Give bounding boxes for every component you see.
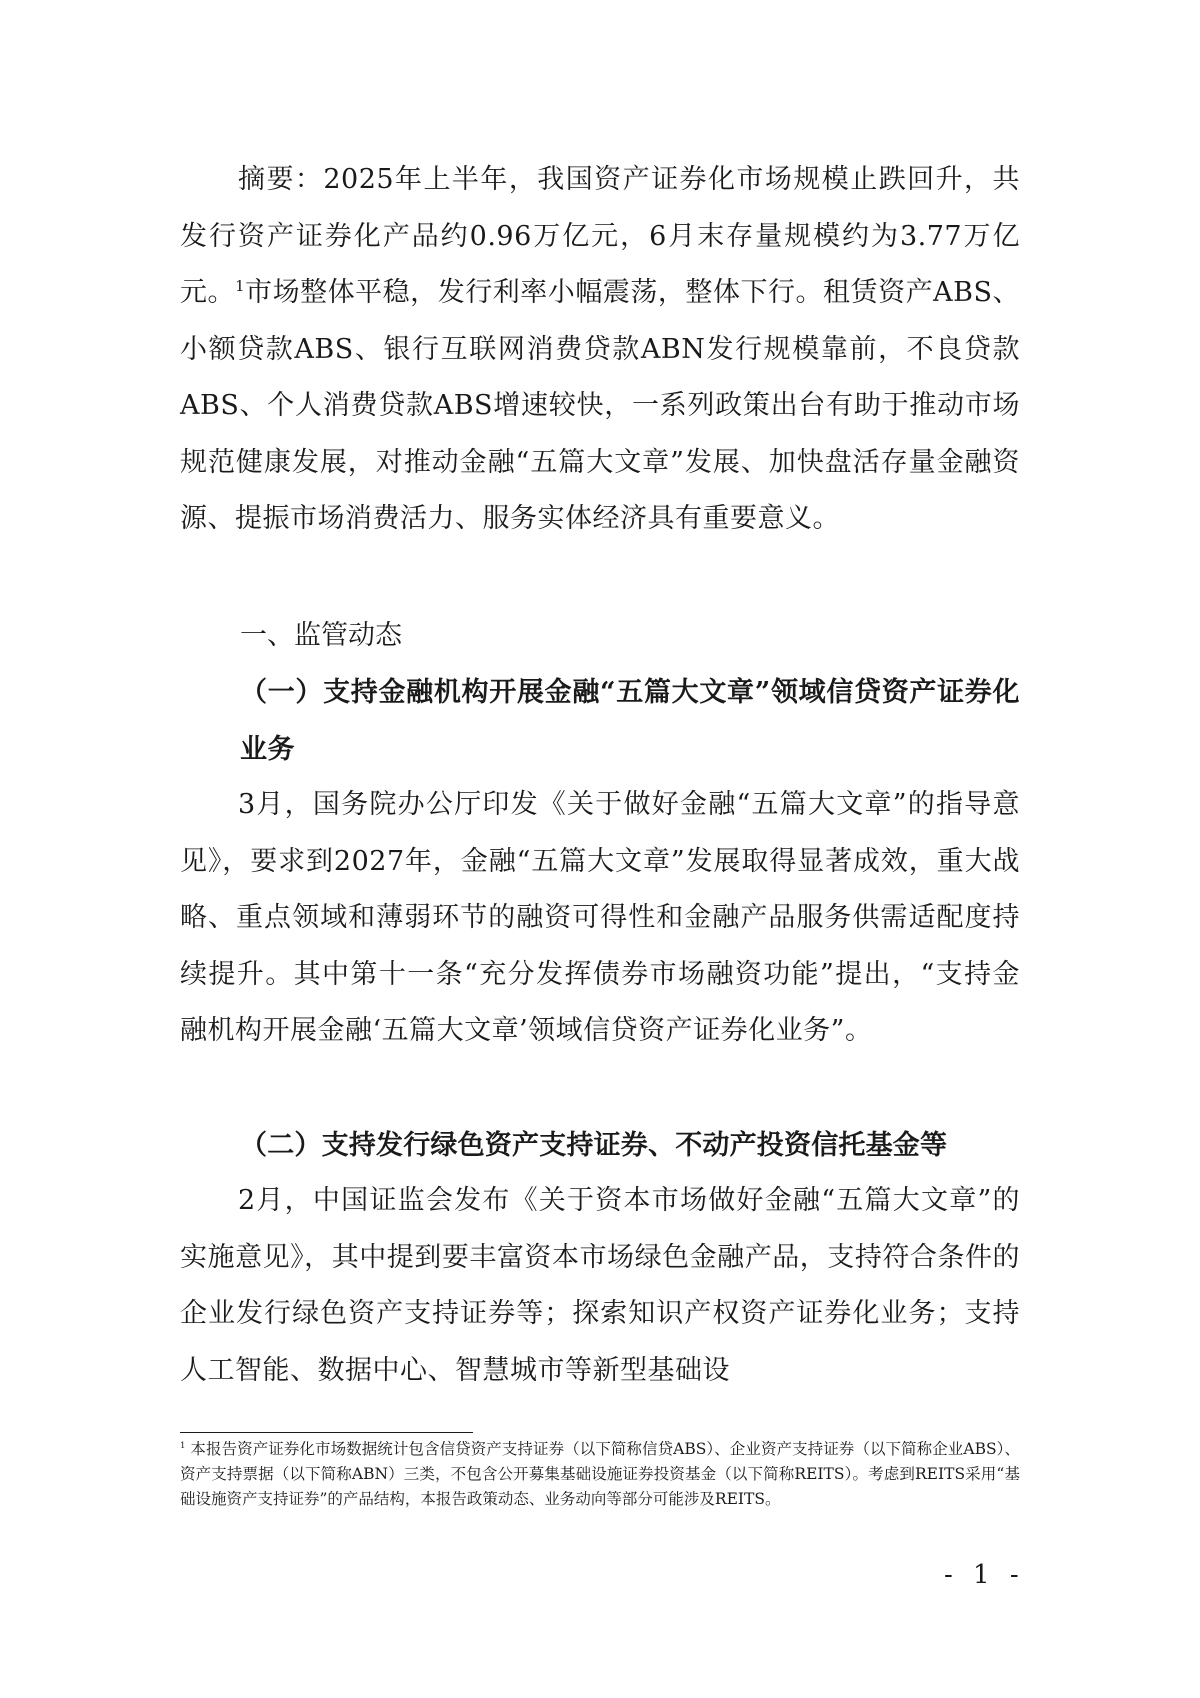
subsection-heading-two: （二）支持发行绿色资产支持证券、不动产投资信托基金等 [240,1130,948,1161]
abstract-text [180,152,1020,548]
subsection-one-text: 3月，国务院办公厅印发《关于做好金融“五篇大文章”的指导意见》，要求到2027年，金融“五篇大文章”发展取得显著成效，重大战略、重点领域和薄弱环节的融资可得性和金融产品服务供需适配度持续提升。其中第十一条“充分发挥债券市场融资功能”提出，“支持金融机构开展金融‘五篇大文章’领域信贷资产证券化业务”。 [180,789,1020,1046]
subsection-one-paragraph [180,777,1020,1060]
subsection-two-paragraph [180,1173,1020,1399]
abstract-text-part2: 市场整体平稳，发行利率小幅震荡，整体下行。租赁资产ABS、小额贷款ABS、银行互联网消费贷款ABN发行规模靠前，不良贷款ABS、个人消费贷款ABS增速较快，一系列政策出台有助于推动市场规范健康发展，对推动金融“五篇大文章”发展、加快盘活存量金融资源、提振市场消费活力、服务实体经济具有重要意义。 [180,277,1021,534]
subsection-two-text: 2月，中国证监会发布《关于资本市场做好金融“五篇大文章”的实施意见》，其中提到要丰富资本市场绿色金融产品，支持符合条件的企业发行绿色资产支持证券等；探索知识产权资产证券化业务；支持人工智能、数据中心、智慧城市等新型基础设 [180,1185,1020,1386]
section-heading-regulatory-dynamics: 一、监管动态 [240,620,402,651]
footnote [180,1437,1020,1512]
footnote-divider [180,1432,473,1433]
abstract-text-part1: 摘要：2025年上半年，我国资产证券化市场规模止跌回升，共发行资产证券化产品约0.96万亿元，6月末存量规模约为3.77万亿元。 [180,164,1020,308]
footnote-text: 本报告资产证券化市场数据统计包含信贷资产支持证券（以下简称信贷ABS）、企业资产支持证券（以下简称企业ABS）、资产支持票据（以下简称ABN）三类，不包含公开募集基础设施证券投资基金（以下简称REITS）。考虑到REITS采用“基础设施资产支持证券”的产品结构，本报告政策动态、业务动向等部分可能涉及REITS。 [180,1440,1020,1508]
page-number: - 1 - [944,1560,1025,1590]
abstract-paragraph [180,152,1020,548]
footnote-reference[interactable]: 1 [235,277,246,295]
subsection-heading-one: （一）支持金融机构开展金融“五篇大文章”领域信贷资产证券化业务 [240,677,1020,765]
footnote-mark: 1 [180,1440,186,1451]
